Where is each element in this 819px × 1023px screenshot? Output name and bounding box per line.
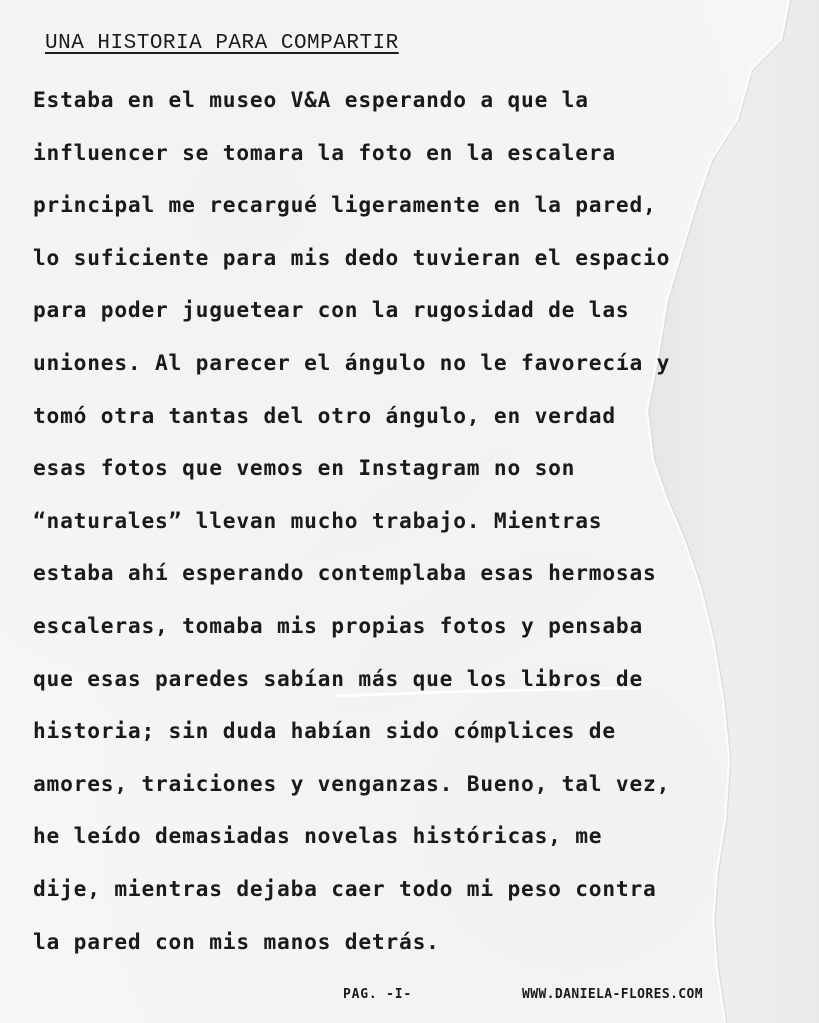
story-line: principal me recargué ligeramente en la pared, bbox=[33, 192, 657, 218]
story-line: amores, traiciones y venganzas. Bueno, tal vez, bbox=[33, 770, 671, 796]
story-line: esas fotos que vemos en Instagram no son bbox=[33, 455, 576, 481]
story-line: tomó otra tantas del otro ángulo, en verdad bbox=[33, 402, 616, 428]
story-line: influencer se tomara la foto en la escalera bbox=[33, 139, 616, 165]
story-line: dije, mientras dejaba caer todo mi peso contra bbox=[33, 875, 657, 901]
story-line: he leído demasiadas novelas históricas, me bbox=[33, 823, 603, 849]
story-line: escaleras, tomaba mis propias fotos y pensaba bbox=[33, 612, 644, 638]
page-number: PAG. -I- bbox=[343, 987, 413, 1002]
story-line: Estaba en el museo V&A esperando a que la bbox=[33, 87, 589, 112]
story-body bbox=[33, 74, 793, 968]
story-line: lo suficiente para mis dedo tuvieran el espacio bbox=[33, 244, 671, 270]
story-line: estaba ahí esperando contemplaba esas hermosas bbox=[33, 560, 657, 586]
story-line: uniones. Al parecer el ángulo no le favorecía y bbox=[33, 349, 671, 375]
story-line: historia; sin duda habían sido cómplices de bbox=[33, 718, 616, 744]
story-line: para poder juguetear con la rugosidad de las bbox=[33, 297, 630, 323]
story-line: “naturales” llevan mucho trabajo. Mientras bbox=[33, 507, 603, 533]
page-title: UNA HISTORIA PARA COMPARTIR bbox=[45, 32, 399, 55]
story-line: que esas paredes sabían más que los libros de bbox=[33, 665, 644, 691]
story-line: la pared con mis manos detrás. bbox=[33, 928, 440, 954]
website-url: WWW.DANIELA-FLORES.COM bbox=[522, 987, 703, 1002]
